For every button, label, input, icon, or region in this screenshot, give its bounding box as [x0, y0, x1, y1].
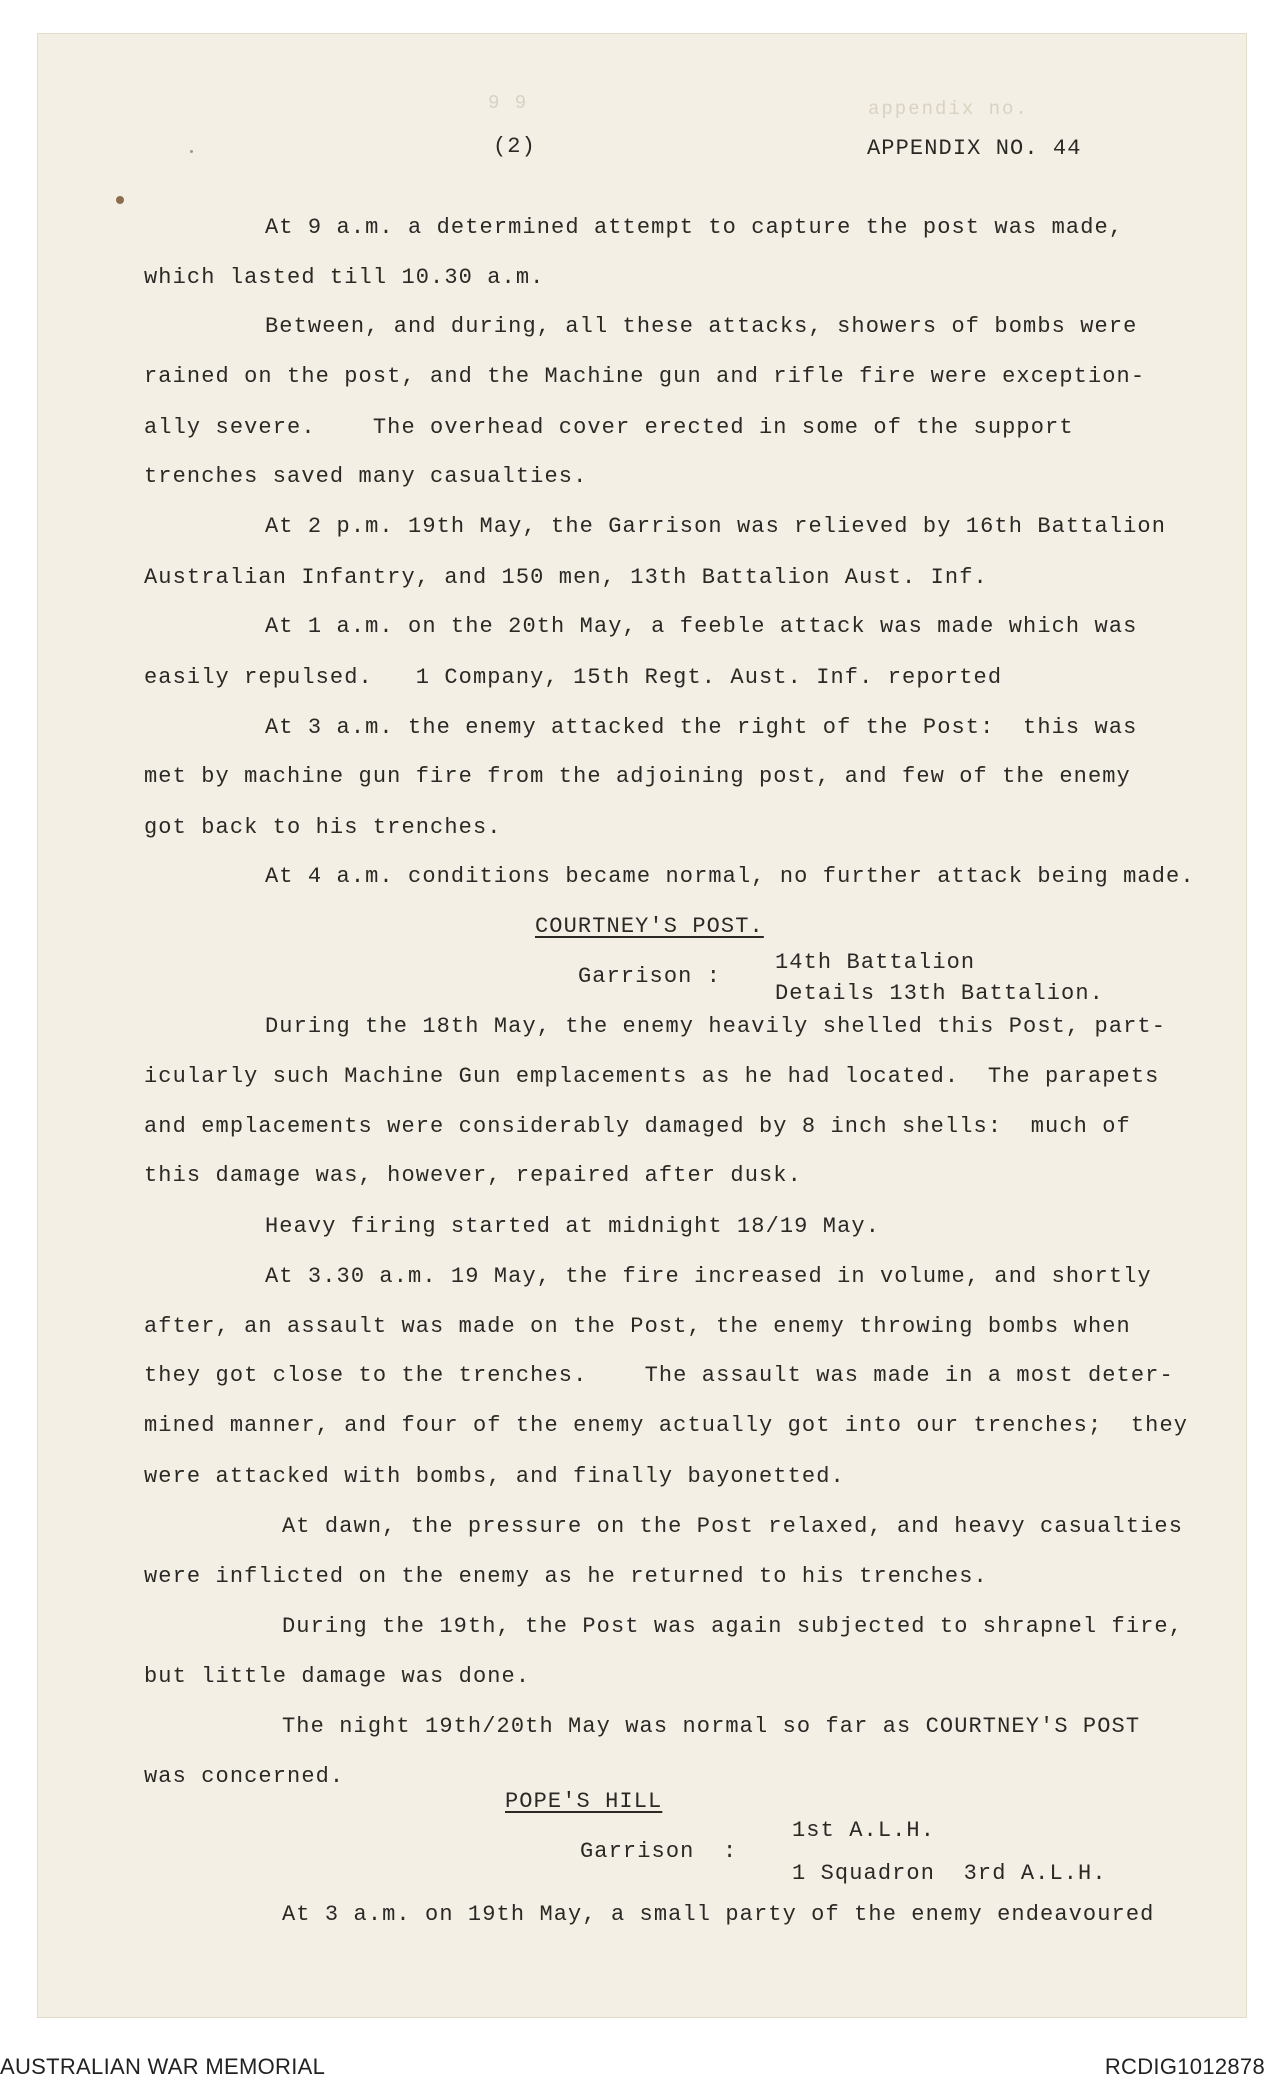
page-number: (2) [493, 134, 536, 159]
body-line: and emplacements were considerably damaged by 8 inch shells: much of [144, 1114, 1131, 1139]
ink-spot [116, 196, 124, 204]
body-line: At 1 a.m. on the 20th May, a feeble attack was made which was [265, 614, 1138, 639]
body-line: At 3 a.m. on 19th May, a small party of the enemy endeavoured [282, 1902, 1155, 1927]
body-line: was concerned. [144, 1764, 345, 1789]
body-line: after, an assault was made on the Post, the enemy throwing bombs when [144, 1314, 1131, 1339]
body-line: this damage was, however, repaired after dusk. [144, 1163, 802, 1188]
footer-record-id: RCDIG1012878 [1104, 2054, 1265, 2079]
body-line: At 3 a.m. the enemy attacked the right of the Post: this was [265, 715, 1138, 740]
appendix-number: APPENDIX NO. 44 [867, 136, 1082, 161]
faint-page-mark: 9 9 [488, 92, 529, 114]
garrison-label: Garrison : [578, 964, 722, 989]
body-line: The night 19th/20th May was normal so far as COURTNEY'S POST [282, 1714, 1141, 1739]
body-line: During the 18th May, the enemy heavily shelled this Post, part- [265, 1014, 1167, 1039]
body-line: ally severe. The overhead cover erected in some of the support [144, 415, 1074, 440]
body-line: trenches saved many casualties. [144, 464, 588, 489]
body-line: At dawn, the pressure on the Post relaxed, and heavy casualties [282, 1514, 1184, 1539]
body-line: At 9 a.m. a determined attempt to capture the post was made, [265, 215, 1124, 240]
ink-speck [190, 150, 193, 153]
body-line: met by machine gun fire from the adjoining post, and few of the enemy [144, 764, 1131, 789]
body-line: mined manner, and four of the enemy actually got into our trenches; they [144, 1413, 1189, 1438]
footer-source: AUSTRALIAN WAR MEMORIAL [0, 2054, 326, 2079]
body-line: Heavy firing started at midnight 18/19 May. [265, 1214, 880, 1239]
garrison-unit: 1 Squadron 3rd A.L.H. [792, 1861, 1107, 1886]
body-line: At 4 a.m. conditions became normal, no further attack being made. [265, 864, 1195, 889]
garrison-label: Garrison : [580, 1839, 738, 1864]
body-line: got back to his trenches. [144, 815, 502, 840]
body-line: icularly such Machine Gun emplacements as he had located. The parapets [144, 1064, 1160, 1089]
body-line: which lasted till 10.30 a.m. [144, 265, 545, 290]
faint-appendix-mark: appendix no. [868, 98, 1029, 120]
body-line: were attacked with bombs, and finally bayonetted. [144, 1464, 845, 1489]
body-line: rained on the post, and the Machine gun and rifle fire were exception- [144, 364, 1146, 389]
body-line: easily repulsed. 1 Company, 15th Regt. Aust. Inf. reported [144, 665, 1003, 690]
body-line: Between, and during, all these attacks, showers of bombs were [265, 314, 1138, 339]
body-line: Australian Infantry, and 150 men, 13th Battalion Aust. Inf. [144, 565, 988, 590]
garrison-unit: 14th Battalion [775, 950, 976, 975]
section-heading-courtneys-post: COURTNEY'S POST. [535, 914, 764, 939]
garrison-unit: Details 13th Battalion. [775, 981, 1104, 1006]
body-line: they got close to the trenches. The assault was made in a most deter- [144, 1363, 1174, 1388]
body-line: During the 19th, the Post was again subjected to shrapnel fire, [282, 1614, 1184, 1639]
body-line: were inflicted on the enemy as he returned to his trenches. [144, 1564, 988, 1589]
garrison-unit: 1st A.L.H. [792, 1818, 936, 1843]
section-heading-popes-hill: POPE'S HILL [505, 1789, 663, 1814]
body-line: At 2 p.m. 19th May, the Garrison was relieved by 16th Battalion [265, 514, 1167, 539]
body-line: At 3.30 a.m. 19 May, the fire increased in volume, and shortly [265, 1264, 1152, 1289]
body-line: but little damage was done. [144, 1664, 531, 1689]
